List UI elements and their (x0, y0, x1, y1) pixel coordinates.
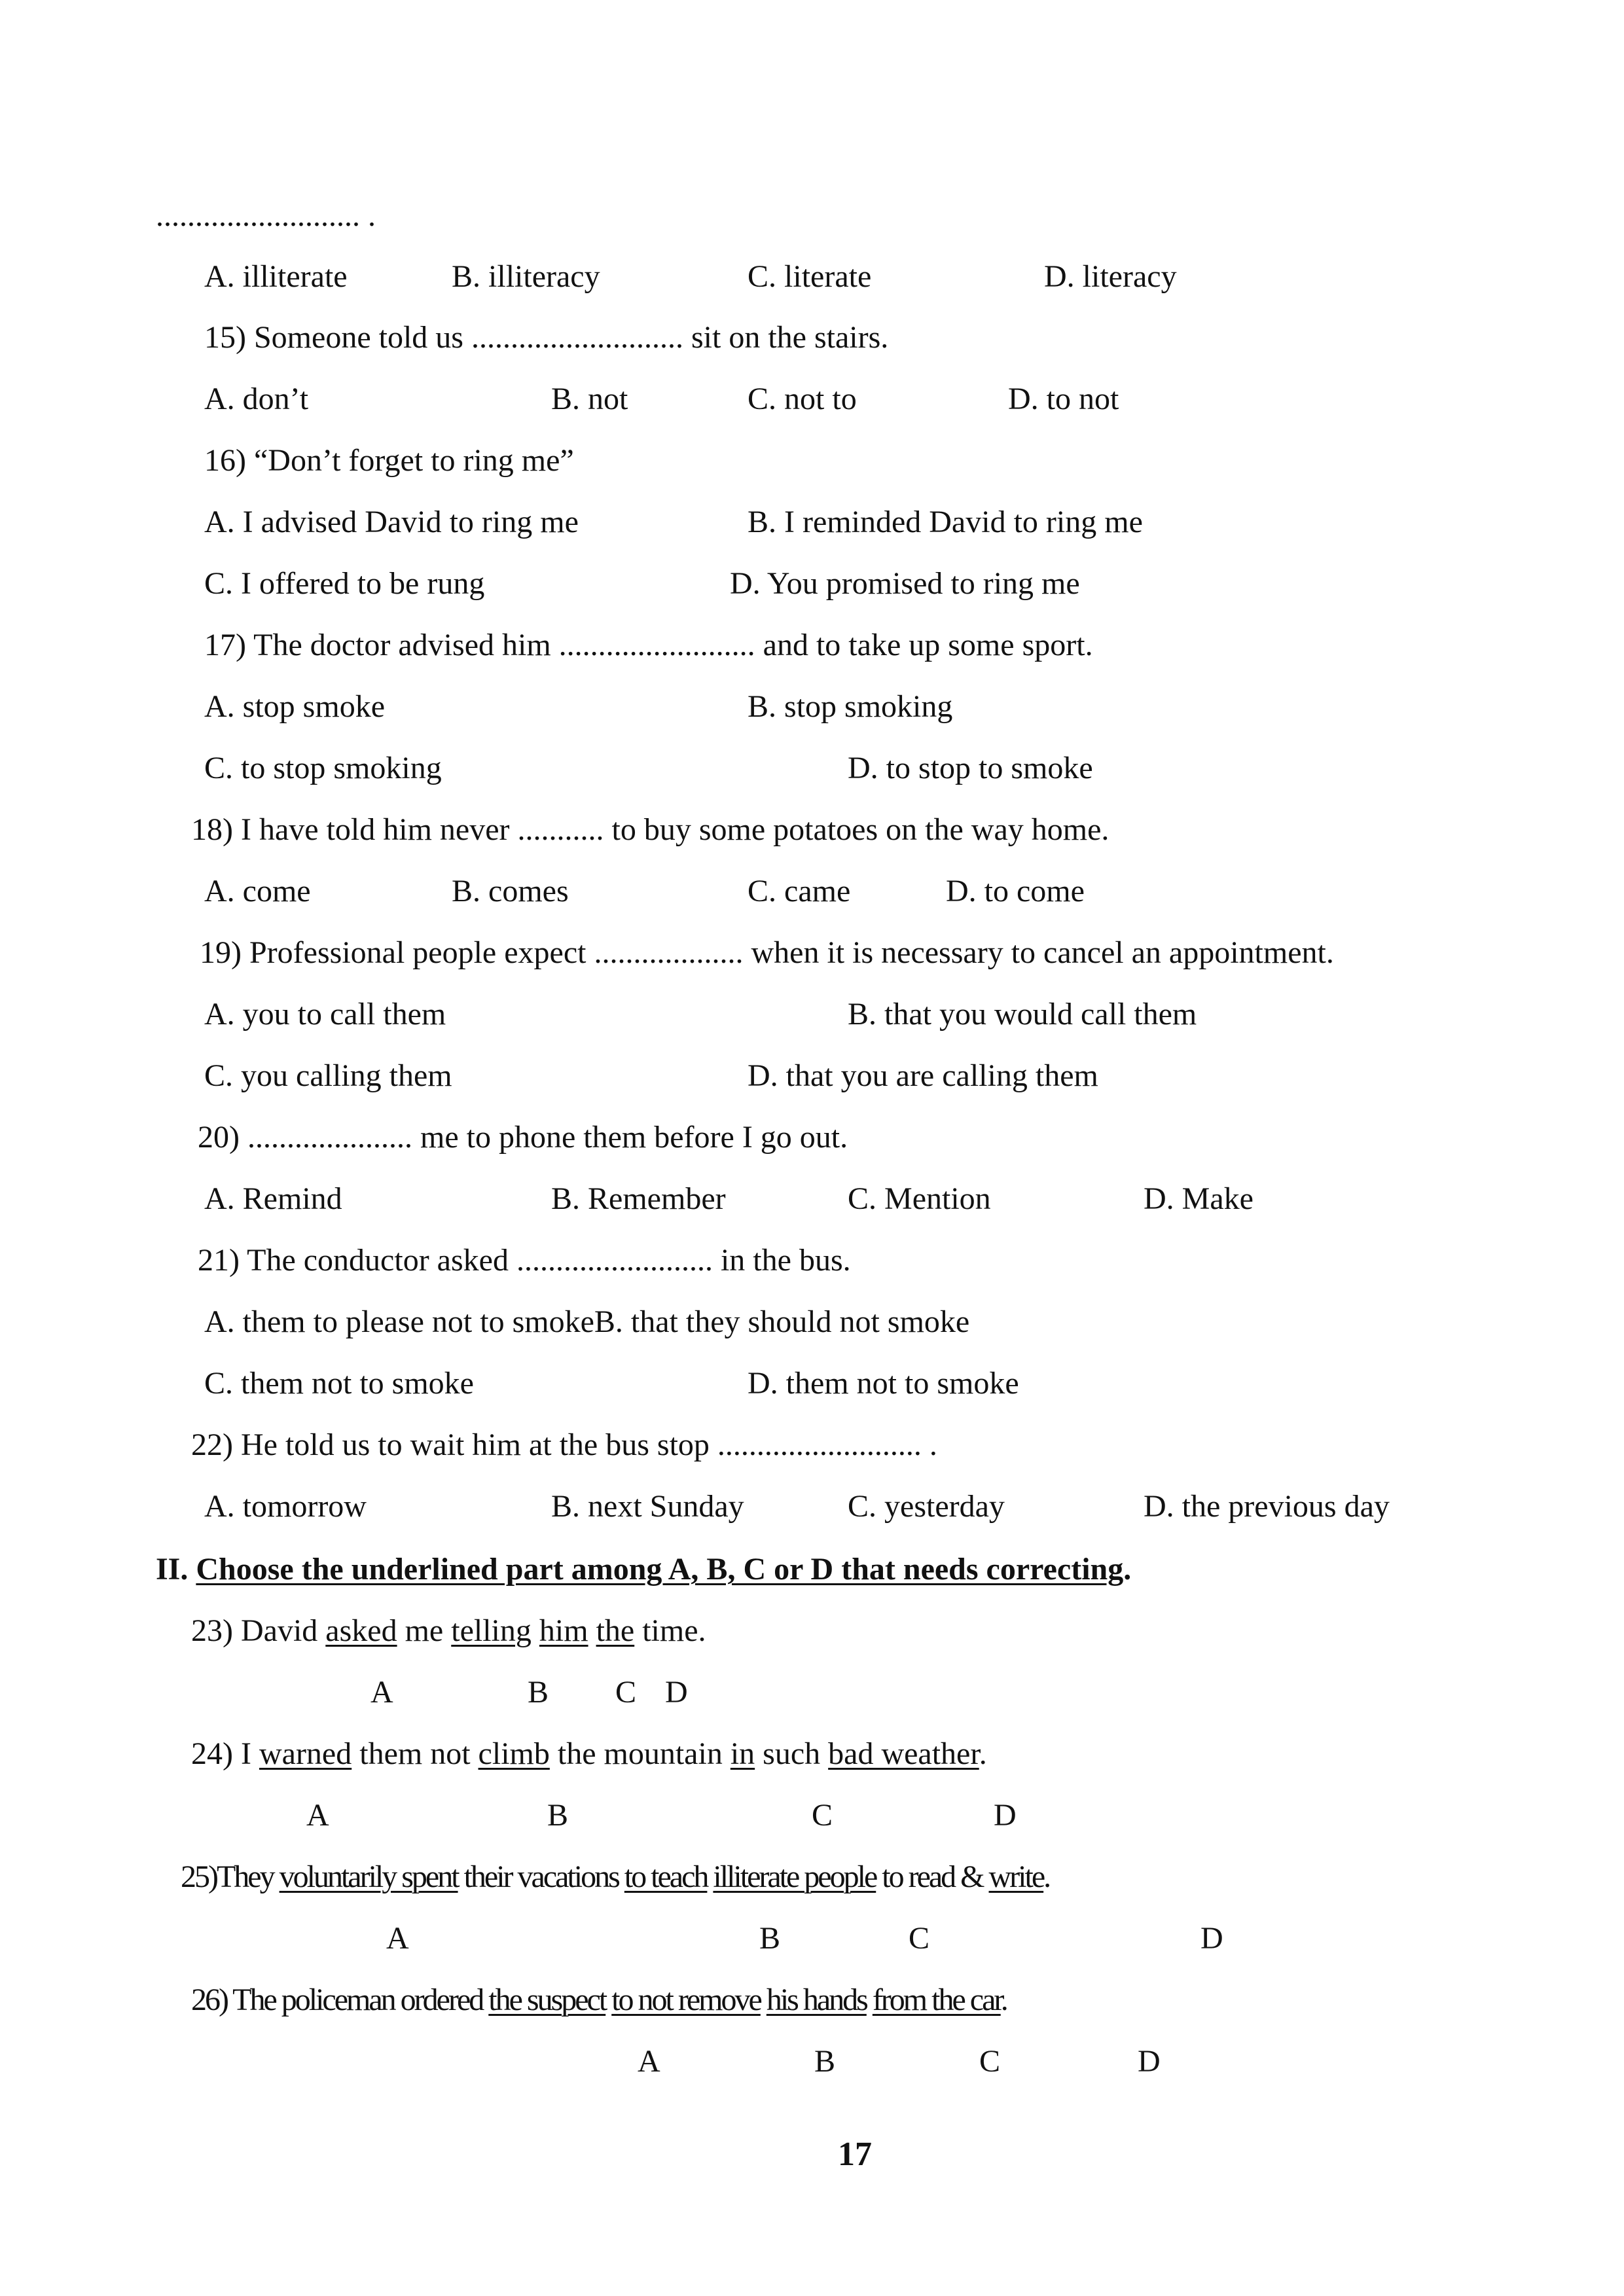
q16-option-d: D. You promised to ring me (730, 566, 1080, 601)
q18-option-d: D. to come (946, 874, 1085, 908)
q26-text (761, 1982, 767, 2017)
q19-option-a: A. you to call them (204, 997, 446, 1031)
q25-text: 25)They (181, 1859, 280, 1894)
q16-option-c: C. I offered to be rung (204, 566, 485, 601)
q19-option-d: D. that you are calling them (748, 1058, 1098, 1093)
q20-option-a: A. Remind (204, 1181, 342, 1216)
q26-text: 26) The policeman ordered (191, 1982, 489, 2017)
q25-part-d: write (988, 1859, 1044, 1894)
q21-stem: 21) The conductor asked ......................... in the bus. (198, 1243, 851, 1278)
q25-sentence (181, 1859, 1049, 1895)
page-number: 17 (838, 2136, 872, 2173)
q22-option-a: A. tomorrow (204, 1489, 367, 1524)
q22-option-c: C. yesterday (848, 1489, 1005, 1524)
q23-text: time. (634, 1613, 706, 1648)
q24-letter-b: B (547, 1798, 569, 1833)
q23-text (532, 1613, 539, 1648)
q18-stem: 18) I have told him never ........... to buy some potatoes on the way home. (191, 812, 1110, 847)
q22-option-b: B. next Sunday (551, 1489, 744, 1524)
q23-text: me (397, 1613, 452, 1648)
q25-text: to read & (876, 1859, 989, 1894)
q24-letter-c: C (812, 1798, 833, 1833)
q23-part-b: telling (451, 1613, 532, 1648)
q15-option-d: D. to not (1008, 382, 1119, 416)
q17-option-a: A. stop smoke (204, 689, 385, 724)
q23-text (588, 1613, 596, 1648)
q14-option-c: C. literate (748, 259, 872, 294)
q24-part-d: bad weather (828, 1736, 979, 1771)
section-numeral: II. (156, 1552, 189, 1587)
q15-option-b: B. not (551, 382, 628, 416)
q15-option-a: A. don’t (204, 382, 309, 416)
q23-part-c: him (539, 1613, 588, 1648)
q24-letter-d: D (994, 1798, 1017, 1833)
q22-stem: 22) He told us to wait him at the bus stop .......................... . (191, 1427, 937, 1462)
q26-letter-a: A (638, 2044, 660, 2079)
q21-option-d: D. them not to smoke (748, 1366, 1019, 1401)
q16-stem: 16) “Don’t forget to ring me” (204, 443, 574, 478)
q15-stem: 15) Someone told us ........................... sit on the stairs. (204, 320, 889, 355)
q23-letter-c: C (615, 1675, 637, 1710)
q17-option-c: C. to stop smoking (204, 751, 442, 785)
q16-option-a: A. I advised David to ring me (204, 505, 579, 539)
q23-part-d: the (596, 1613, 635, 1648)
q23-part-a: asked (325, 1613, 397, 1648)
q26-part-c: his hands (766, 1982, 867, 2017)
q24-part-a: warned (259, 1736, 352, 1771)
q14-option-a: A. illiterate (204, 259, 348, 294)
q23-letter-a: A (370, 1675, 393, 1710)
q25-letter-c: C (909, 1921, 930, 1956)
q25-text: their vacations (458, 1859, 624, 1894)
q26-text: . (1000, 1982, 1007, 2017)
q21-option-c: C. them not to smoke (204, 1366, 474, 1401)
q26-part-a: the suspect (488, 1982, 606, 2017)
q15-option-c: C. not to (748, 382, 857, 416)
q24-part-c: in (730, 1736, 755, 1771)
q21-option-ab: A. them to please not to smokeB. that they should not smoke (204, 1304, 970, 1339)
q24-text: such (755, 1736, 829, 1771)
q25-letter-d: D (1200, 1921, 1223, 1956)
q23-text: 23) David (191, 1613, 326, 1648)
section-heading (156, 1551, 1131, 1588)
q17-option-d: D. to stop to smoke (848, 751, 1093, 785)
q24-text: . (979, 1736, 987, 1771)
q26-text (605, 1982, 611, 2017)
q18-option-a: A. come (204, 874, 311, 908)
q19-option-b: B. that you would call them (848, 997, 1197, 1031)
section-title-period: . (1123, 1552, 1132, 1587)
q20-option-c: C. Mention (848, 1181, 991, 1216)
q26-letter-b: B (814, 2044, 836, 2079)
q24-text: them not (352, 1736, 478, 1771)
q20-option-d: D. Make (1144, 1181, 1254, 1216)
q26-letter-c: C (979, 2044, 1001, 2079)
q23-letter-b: B (528, 1675, 549, 1710)
q22-option-d: D. the previous day (1144, 1489, 1390, 1524)
q23-letter-d: D (665, 1675, 688, 1710)
q17-stem: 17) The doctor advised him ......................... and to take up some sport. (204, 628, 1093, 662)
q25-letter-b: B (759, 1921, 781, 1956)
q23-sentence (191, 1613, 706, 1649)
q18-option-b: B. comes (452, 874, 569, 908)
q14-option-b: B. illiteracy (452, 259, 600, 294)
q26-part-b: to not remove (611, 1982, 761, 2017)
q25-part-a: voluntarily spent (279, 1859, 458, 1894)
q26-part-d: from the car (872, 1982, 1001, 2017)
q14-option-d: D. literacy (1044, 259, 1177, 294)
q25-letter-a: A (386, 1921, 409, 1956)
q24-sentence (191, 1736, 987, 1772)
q25-text: . (1043, 1859, 1050, 1894)
q24-part-b: climb (478, 1736, 550, 1771)
q17-option-b: B. stop smoking (748, 689, 953, 724)
section-title: Choose the underlined part among A, B, C or D that needs correcting (196, 1552, 1124, 1587)
q18-option-c: C. came (748, 874, 851, 908)
q25-part-b: to teach (624, 1859, 708, 1894)
q26-letter-d: D (1138, 2044, 1161, 2079)
q24-letter-a: A (306, 1798, 329, 1833)
q16-option-b: B. I reminded David to ring me (748, 505, 1143, 539)
q25-part-c: illiterate people (713, 1859, 876, 1894)
q26-text (867, 1982, 873, 2017)
q24-text: the mountain (549, 1736, 731, 1771)
q26-sentence (191, 1982, 1007, 2018)
q19-stem: 19) Professional people expect ................... when it is necessary to cancel an appointment. (200, 935, 1334, 970)
q19-option-c: C. you calling them (204, 1058, 452, 1093)
q14-blank-tail: .......................... . (156, 198, 376, 233)
q24-text: 24) I (191, 1736, 259, 1771)
q20-option-b: B. Remember (551, 1181, 726, 1216)
q20-stem: 20) ..................... me to phone them before I go out. (198, 1120, 848, 1155)
